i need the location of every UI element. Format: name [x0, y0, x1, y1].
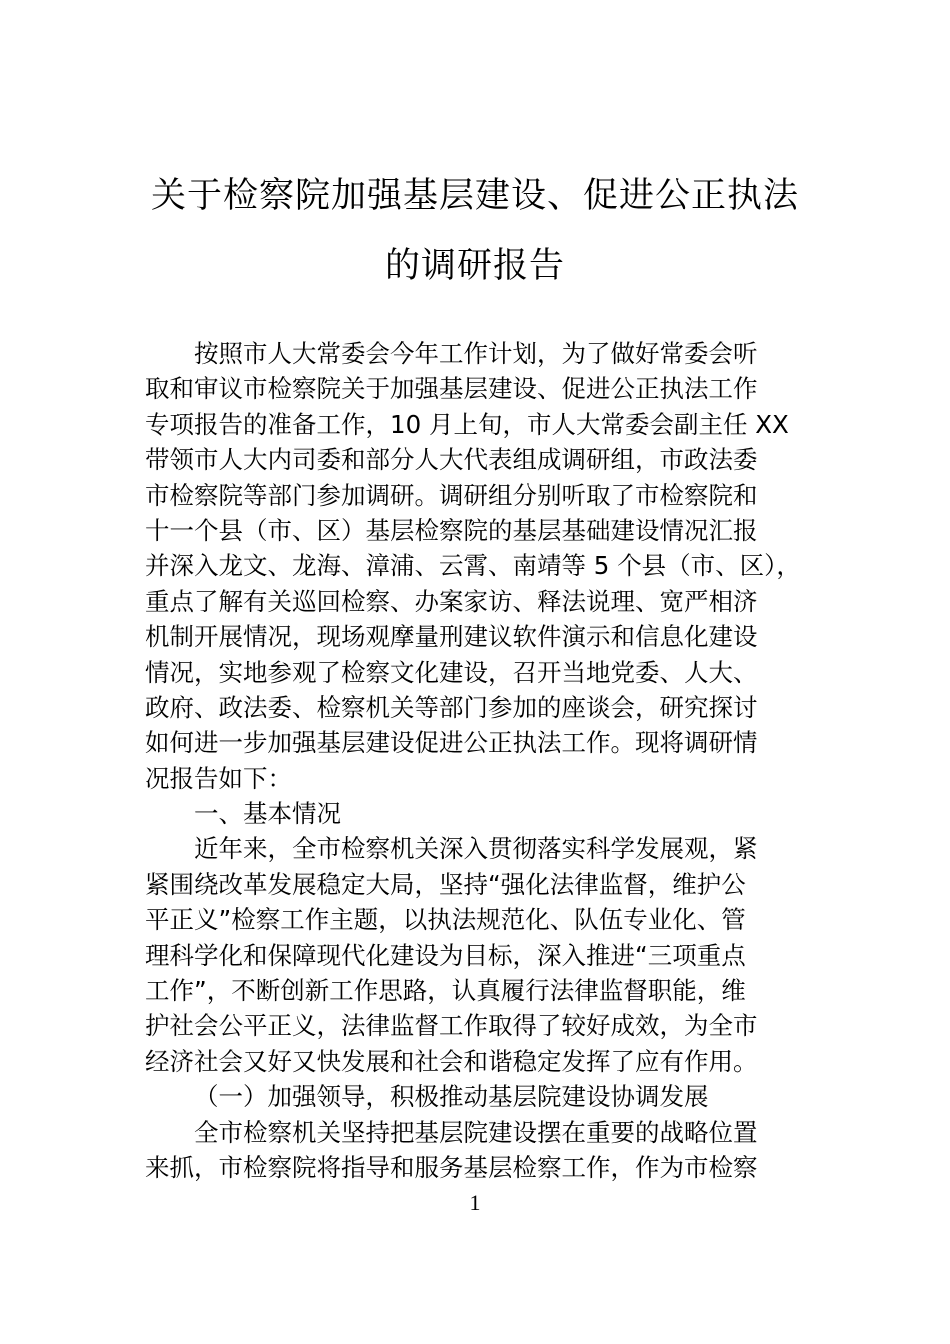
document-title-line-1: 关于检察院加强基层建设、促进公正执法 [150, 176, 799, 216]
paragraph-line: 护社会公平正义，法律监督工作取得了较好成效，为全市 [145, 1011, 758, 1041]
paragraph-line: 来抓，市检察院将指导和服务基层检察工作，作为市检察 [145, 1152, 758, 1182]
section-heading: 一、基本情况 [194, 799, 341, 829]
paragraph-line: 情况，实地参观了检察文化建设，召开当地党委、人大、 [145, 657, 758, 687]
paragraph-line: 带领市人大内司委和部分人大代表组成调研组，市政法委 [145, 445, 758, 475]
paragraph-line: 专项报告的准备工作，10 月上旬，市人大常委会副主任 XX [145, 409, 789, 439]
paragraph-line: 经济社会又好又快发展和社会和谐稳定发挥了应有作用。 [145, 1046, 758, 1076]
paragraph-line: 平正义”检察工作主题，以执法规范化、队伍专业化、管 [145, 905, 746, 935]
paragraph-line: 政府、政法委、检察机关等部门参加的座谈会，研究探讨 [145, 692, 758, 722]
paragraph-line: 市检察院等部门参加调研。调研组分别听取了市检察院和 [145, 480, 758, 510]
paragraph-line: 十一个县（市、区）基层检察院的基层基础建设情况汇报 [145, 515, 758, 545]
subsection-heading: （一）加强领导，积极推动基层院建设协调发展 [194, 1082, 709, 1112]
paragraph-line: 机制开展情况，现场观摩量刑建议软件演示和信息化建设 [145, 622, 758, 652]
paragraph-line: 工作”，不断创新工作思路，认真履行法律监督职能，维 [145, 976, 746, 1006]
document-body [145, 336, 815, 1185]
paragraph-line: 重点了解有关巡回检察、办案家访、释法说理、宽严相济 [145, 586, 758, 616]
paragraph-line: 取和审议市检察院关于加强基层建设、促进公正执法工作 [145, 374, 758, 404]
paragraph-line: 况报告如下： [145, 763, 292, 793]
paragraph-line: 按照市人大常委会今年工作计划，为了做好常委会听 [194, 339, 758, 368]
paragraph-line: 全市检察机关坚持把基层院建设摆在重要的战略位置 [194, 1117, 758, 1147]
paragraph-line: 近年来，全市检察机关深入贯彻落实科学发展观，紧 [194, 834, 758, 864]
paragraph-line: 并深入龙文、龙海、漳浦、云霄、南靖等 5 个县（市、区）， [145, 551, 801, 581]
paragraph-line: 如何进一步加强基层建设促进公正执法工作。现将调研情 [145, 728, 758, 758]
paragraph-line: 理科学化和保障现代化建设为目标，深入推进“三项重点 [145, 940, 746, 970]
paragraph-line: 紧围绕改革发展稳定大局，坚持“强化法律监督，维护公 [145, 869, 746, 899]
page-number: 1 [469, 1190, 481, 1215]
document-title-line-2: 的调研报告 [384, 246, 565, 286]
